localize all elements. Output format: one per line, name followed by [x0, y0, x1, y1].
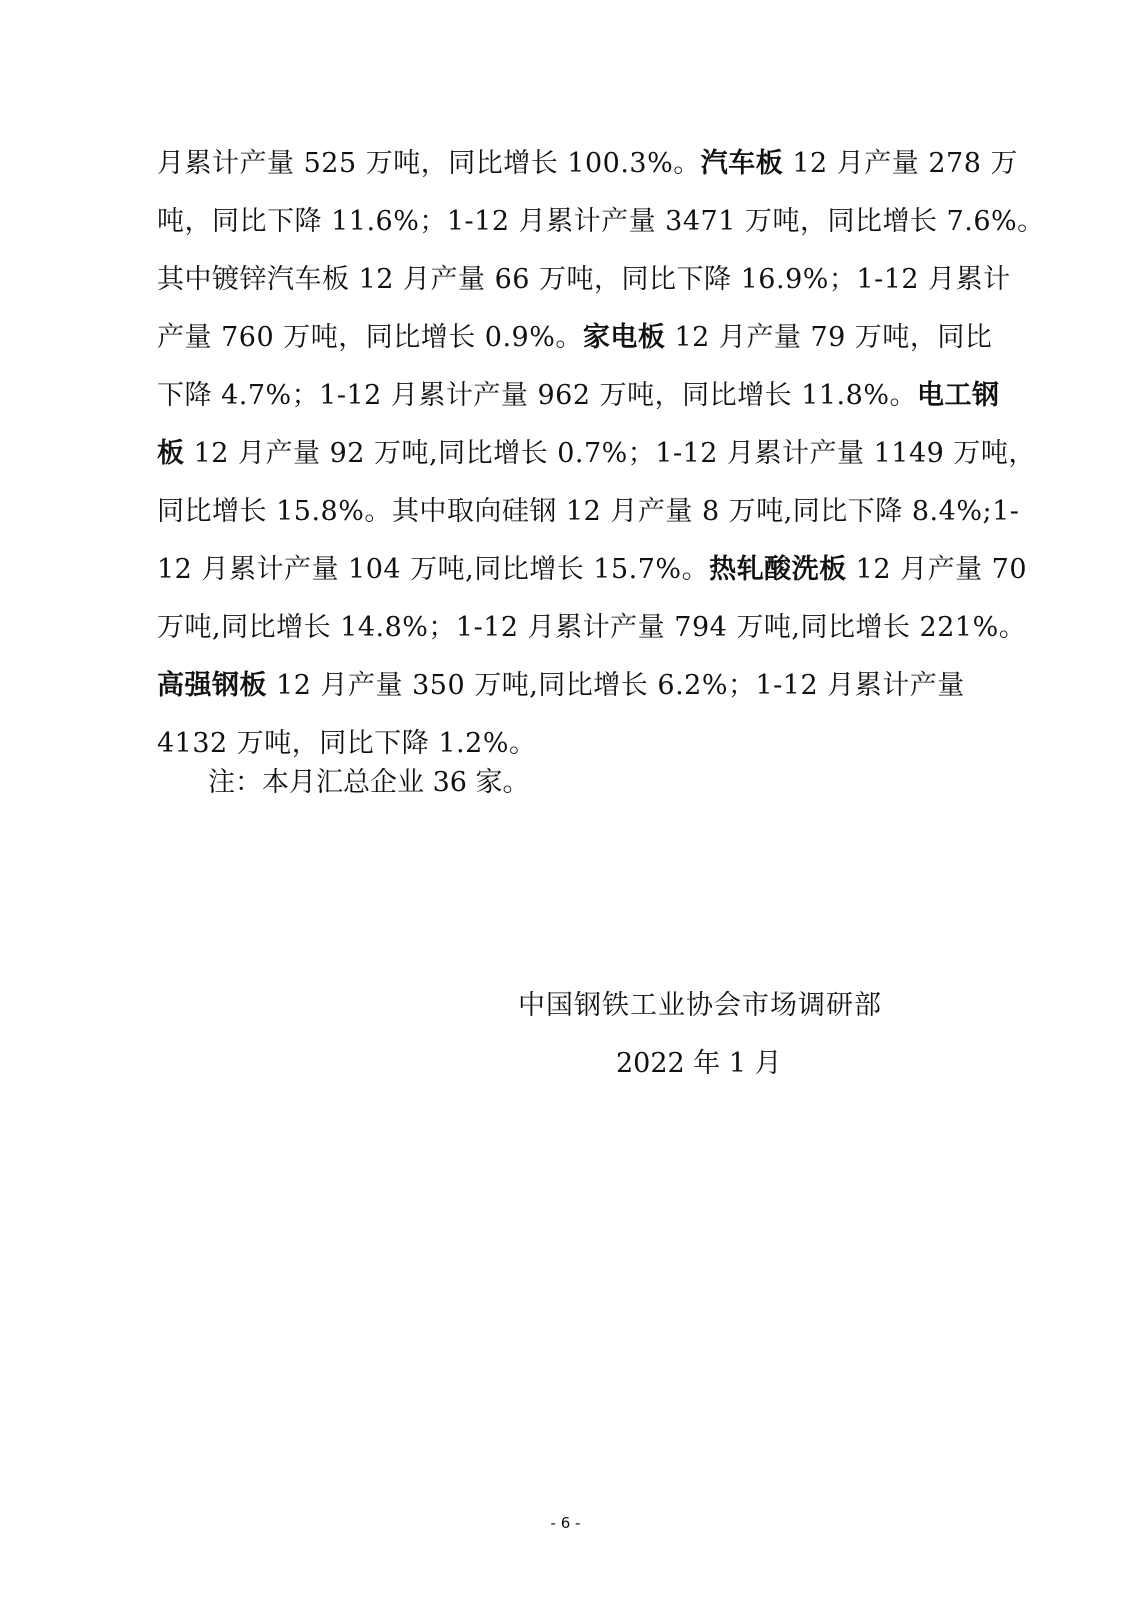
- text: 12 月产量 92 万吨,同比增长 0.7%；1-12 月累计产量 1149 万吨，: [184, 438, 1036, 469]
- text: 月累计产量 525 万吨，同比增长 100.3%。: [157, 148, 701, 179]
- body-line-6: [157, 436, 1036, 472]
- term-auto-plate: 汽车板: [700, 148, 784, 179]
- text: 下降 4.7%；1-12 月累计产量 962 万吨，同比增长 11.8%。: [157, 380, 917, 411]
- note: 注：本月汇总企业 36 家。: [208, 767, 530, 798]
- term-pickled-plate: 热轧酸洗板: [709, 554, 847, 585]
- body-line-9: [157, 610, 1027, 646]
- signature-org: 中国钢铁工业协会市场调研部: [518, 990, 882, 1021]
- body-line-3: [157, 262, 1011, 298]
- body-line-8: [157, 552, 1028, 588]
- signature-date: 2022 年 1 月: [616, 1048, 782, 1079]
- page-number: - 6 -: [550, 1514, 581, 1532]
- text: 万吨,同比增长 14.8%；1-12 月累计产量 794 万吨,同比增长 221%。: [157, 612, 1027, 643]
- text: 其中镀锌汽车板 12 月产量 66 万吨，同比下降 16.9%；1-12 月累计: [157, 264, 1011, 295]
- body-line-1: [157, 146, 1018, 182]
- text: 同比增长 15.8%。其中取向硅钢 12 月产量 8 万吨,同比下降 8.4%;1-: [157, 496, 1020, 527]
- text: 12 月产量 70: [846, 554, 1028, 585]
- text: 吨，同比下降 11.6%；1-12 月累计产量 3471 万吨，同比增长 7.6%。: [157, 206, 1045, 237]
- body-line-11: [157, 726, 957, 762]
- body-line-10: [157, 668, 965, 704]
- body-line-5: [157, 378, 1000, 414]
- text: 12 月产量 278 万: [783, 148, 1018, 179]
- body-line-2: [157, 204, 1045, 240]
- term-appliance-plate: 家电板: [582, 322, 666, 353]
- text: 12 月产量 350 万吨,同比增长 6.2%；1-12 月累计产量: [267, 670, 965, 701]
- text: 产量 760 万吨，同比增长 0.9%。: [157, 322, 583, 353]
- body-line-7: [157, 494, 1020, 530]
- text: 12 月累计产量 104 万吨,同比增长 15.7%。: [157, 554, 710, 585]
- term-electrical-steel-cont: 板: [157, 438, 185, 469]
- text: 4132 万吨，同比下降 1.2%。: [157, 728, 537, 759]
- body-line-4: [157, 320, 993, 356]
- term-electrical-steel: 电工钢: [916, 380, 1000, 411]
- term-high-strength-plate: 高强钢板: [157, 670, 267, 701]
- text: 12 月产量 79 万吨，同比: [665, 322, 993, 353]
